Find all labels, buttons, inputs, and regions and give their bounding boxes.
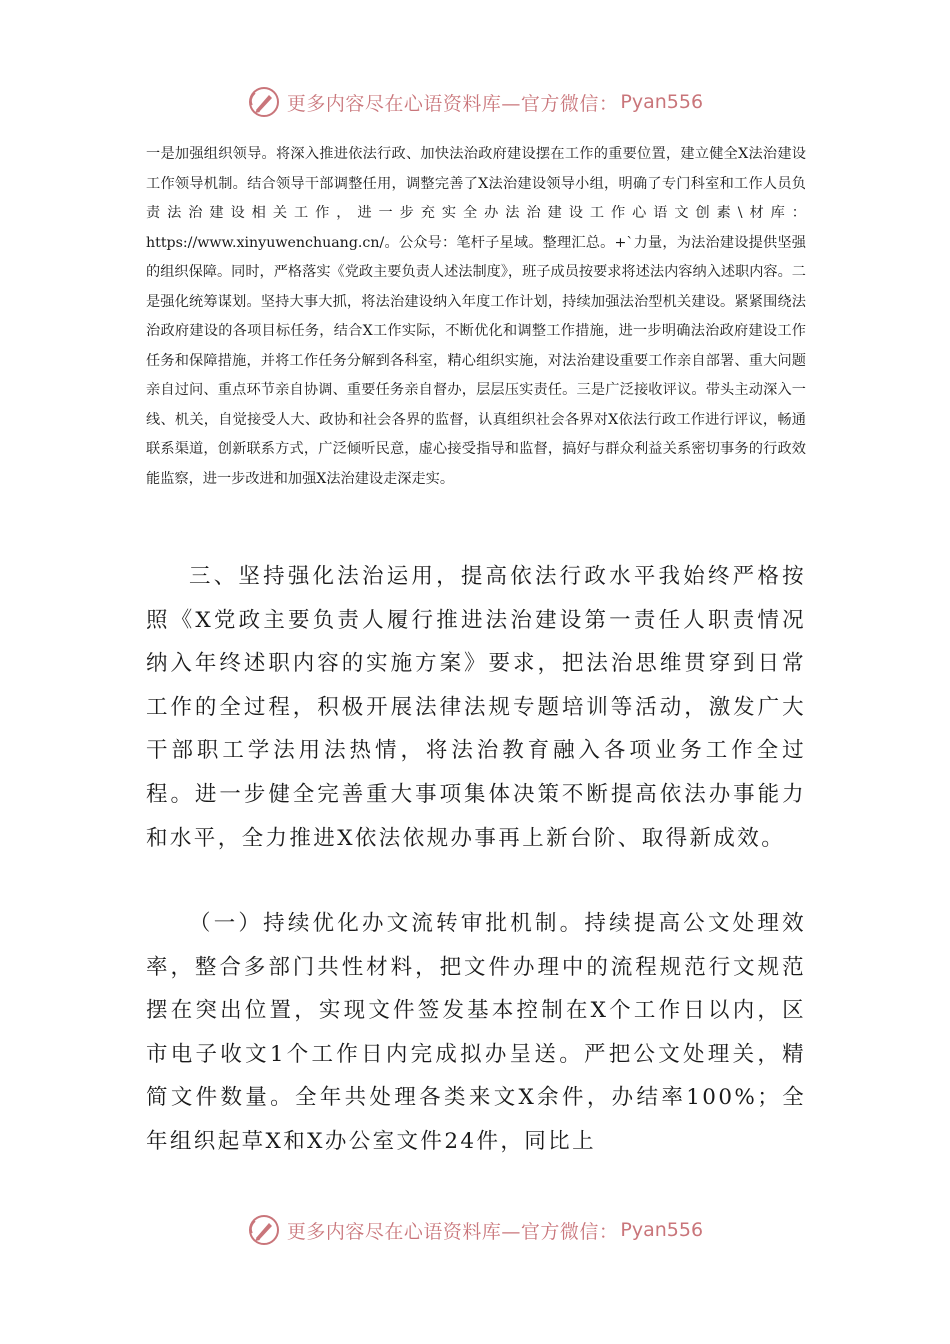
footer-watermark-banner <box>0 1210 950 1250</box>
header-wechat-id: Pyan556 <box>620 91 704 113</box>
pen-logo-icon <box>247 85 281 119</box>
header-banner-text: 更多内容尽在心语资料库—官方微信： <box>286 92 619 115</box>
pen-logo-icon <box>247 1213 281 1247</box>
footer-banner-text: 更多内容尽在心语资料库—官方微信： <box>286 1220 619 1243</box>
paragraph-section-three: 三、坚持强化法治运用，提高依法行政水平我始终严格按照《X党政主要负责人履行推进法治建设第一责任人职责情况纳入年终述职内容的实施方案》要求，把法治思维贯穿到日常工作的全过程，积极开展法律法规专题培训等活动，激发广大干部职工学法用法热情，将法治教育融入各项业务工作全过程。进一步健全完善重大事项集体决策不断提高依法办事能力和水平，全力推进X依法依规办事再上新台阶、取得新成效。 <box>146 564 806 851</box>
header-watermark-banner <box>0 82 950 122</box>
paragraph-organization-leadership: 一是加强组织领导。将深入推进依法行政、加快法治政府建设摆在工作的重要位置，建立健全X法治建设工作领导机制。结合领导干部调整任用，调整完善了X法治建设领导小组，明确了专门科室和工作人员负责法治建设相关工作，进一步充实全办法治建设工作心语文创素\材库：https://www.xinyuwenchuang.cn/。公众号：笔杆子星域。整理汇总。+`力量，为法治建设提供坚强的组织保障。同时，严格落实《党政主要负责人述法制度》，班子成员按要求将述法内容纳入述职内容。二是强化统筹谋划。坚持大事大抓，将法治建设纳入年度工作计划，持续加强法治型机关建设。紧紧围绕法治政府建设的各项目标任务，结合X工作实际，不断优化和调整工作措施，进一步明确法治政府建设工作任务和保障措施，并将工作任务分解到各科室，精心组织实施，对法治建设重要工作亲自部署、重大问题亲自过问、重点环节亲自协调、重要任务亲自督办，层层压实责任。三是广泛接收评议。带头主动深入一线、机关，自觉接受人大、政协和社会各界的监督，认真组织社会各界对X依法行政工作进行评议，畅通联系渠道，创新联系方式，广泛倾听民意，虚心接受指导和监督，搞好与群众利益关系密切事务的行政效能监察，进一步改进和加强X法治建设走深走实。 <box>146 146 806 487</box>
paragraph-item-one: （一）持续优化办文流转审批机制。持续提高公文处理效率，整合多部门共性材料，把文件办理中的流程规范行文规范摆在突出位置，实现文件签发基本控制在X个工作日以内，区市电子收文1个工作日内完成拟办呈送。严把公文处理关，精简文件数量。全年共处理各类来文X余件，办结率100%；全年组织起草X和X办公室文件24件，同比上 <box>146 911 806 1154</box>
footer-wechat-id: Pyan556 <box>620 1219 704 1241</box>
